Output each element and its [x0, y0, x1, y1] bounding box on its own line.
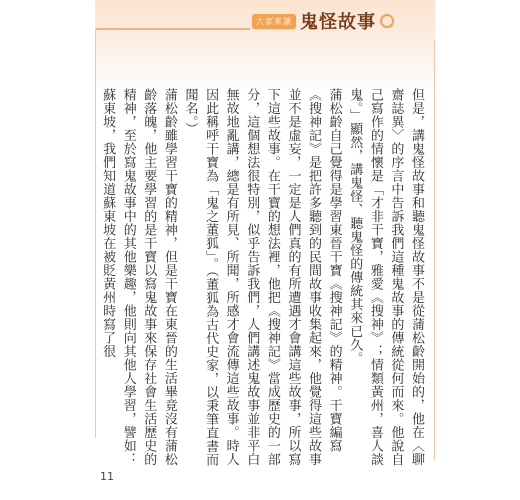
- page-number: 11: [100, 470, 114, 483]
- vertical-text-column: [97, 88, 427, 468]
- paragraph: 但是，講鬼怪故事和聽鬼怪故事不是從蒲松齡開始的，他在〈聊齋誌異〉的序言中告訴我們這種鬼故事的傳統從何而來。他說自己寫作的情懷是「才非干寶，雅愛《搜神》；情類黃州，喜人談鬼。」顯然，講鬼怪、聽鬼怪的傳統其來已久。: [347, 88, 424, 466]
- book-title: 鬼怪故事: [300, 12, 376, 33]
- header-rule: [95, 28, 250, 30]
- paragraph: 蒲松齡雖學習干寶的精神，但是干寶在東晉的生活畢竟沒有蒲松齡落魄，他主要學習的是干寶以寫鬼故事來保存社會生活歷史的精神，至於寫鬼故事中的其他樂趣，他則向其他人學習，譬如：蘇東坡，我們知道蘇東坡在被貶黃州時寫了很: [100, 88, 177, 466]
- series-badge: 大家來讀: [252, 14, 296, 29]
- body-text: [100, 88, 426, 468]
- running-header: [252, 6, 394, 36]
- right-frame-line: [434, 40, 435, 460]
- paragraph: 蒲松齡自己覺得是學習東晉干寶《搜神記》的精神。干寶編寫《搜神記》是把許多聽到的民間故事收集起來，他覺得這些故事並不是虛妄，一定是人們真的有所遭遇才會講這些故事，所以寫下這些故事。在干寶的想法裡，他把《搜神記》當成歷史的一部分，這個想法很特別，似乎告訴我們，人們講述鬼故事並非平白無故地亂講，總是有所見、所聞，所感才會流傳這些故事。時人因此稱呼干寶為「鬼之董狐」。（董狐為古代史家，以秉筆直書而聞名。）: [182, 88, 342, 467]
- ornament-icon: [380, 14, 394, 28]
